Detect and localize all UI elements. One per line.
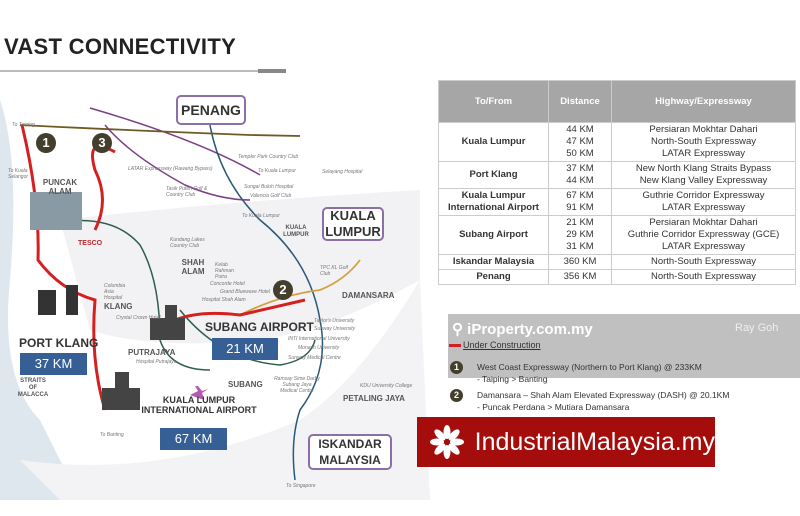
marker-3: 3	[92, 133, 112, 153]
watermark-agent: Ray Goh	[735, 322, 779, 334]
label-inti: INTI International University	[288, 336, 350, 342]
table-row	[439, 162, 796, 189]
flower-logo-icon	[427, 422, 465, 462]
header-highway: Highway/Expressway	[612, 81, 796, 123]
cell-destination-line: Penang	[476, 271, 511, 282]
cell-destination	[439, 270, 549, 285]
cell-highway-line: Guthrie Corridor Expressway	[642, 190, 765, 201]
legend-item-title: Damansara – Shah Alam Elevated Expressway (DASH) @ 20.1KM	[477, 390, 730, 400]
cell-distance-line: 356 KM	[563, 271, 597, 282]
table-row	[439, 255, 796, 270]
town-shah-alam: SHAH ALAM	[181, 258, 205, 276]
industrialmalaysia-banner	[417, 417, 715, 467]
town-klang: KLANG	[104, 302, 133, 311]
label-latar: LATAR Expressway (Rawang Bypass)	[128, 166, 213, 172]
label-hospital-putrajaya: Hospital Putrajaya	[136, 359, 177, 365]
watermark-iproperty	[452, 320, 593, 338]
legend-item-title: West Coast Expressway (Northern to Port Klang) @ 233KM	[477, 362, 702, 372]
watermark-site: iProperty.com.my	[467, 321, 593, 338]
city-box-iskandar: ISKANDAR MALAYSIA	[308, 434, 392, 470]
location-pin-icon: ⚲	[452, 321, 468, 338]
legend-item-2	[477, 389, 729, 413]
town-kuala-lumpur: KUALA LUMPUR	[283, 225, 309, 238]
label-straits: STRAITS OF MALACCA	[17, 378, 49, 398]
cell-distance-line: 360 KM	[563, 256, 597, 267]
port-icon	[38, 285, 78, 315]
label-sunway-uni: Sunway University	[314, 326, 356, 332]
cell-distance	[549, 123, 612, 162]
cell-highway-line: North-South Expressway	[650, 136, 757, 147]
site-photo	[30, 192, 82, 230]
legend-under-construction: Under Construction	[463, 340, 541, 350]
marker-2: 2	[273, 280, 293, 300]
legend-marker-2: 2	[450, 389, 463, 402]
town-putrajaya: PUTRAJAYA	[128, 348, 176, 357]
tesco-logo: TESCO	[78, 240, 103, 247]
cell-destination	[439, 189, 549, 216]
banner-text: IndustrialMalaysia.my	[474, 427, 715, 456]
cell-destination-line: Iskandar Malaysia	[452, 256, 535, 267]
label-monash: Monash University	[298, 345, 340, 351]
cell-distance-line: 67 KM	[566, 190, 594, 201]
distance-port-klang: 37 KM	[20, 353, 87, 375]
road-latar	[20, 125, 300, 136]
label-to-kl-2: To Kuala Lumpur	[242, 213, 280, 219]
label-subang-airport: SUBANG AIRPORT	[205, 320, 314, 334]
label-concorde: Concorde Hotel	[210, 281, 245, 287]
cell-destination	[439, 255, 549, 270]
cell-highway	[612, 189, 796, 216]
label-columbia: Columbia Asia Hospital	[104, 283, 126, 301]
distance-klia: 67 KM	[160, 428, 227, 450]
cell-distance-line: 50 KM	[566, 148, 594, 159]
town-damansara: DAMANSARA	[342, 291, 395, 300]
header-to-from: To/From	[439, 81, 549, 123]
table-row	[439, 189, 796, 216]
cell-highway-line: New North Klang Straits Bypass	[635, 163, 772, 174]
label-selayang: Selayang Hospital	[322, 169, 363, 175]
cell-destination	[439, 216, 549, 255]
cell-distance-line: 44 KM	[566, 124, 594, 135]
cell-highway-line: North-South Expressway	[650, 256, 757, 267]
legend-item-sub: - Puncak Perdana > Mutiara Damansara	[477, 402, 630, 412]
cell-highway-line: LATAR Expressway	[661, 148, 746, 159]
cell-destination-line: Subang Airport	[459, 229, 528, 240]
label-tpc: TPC KL Golf Club	[320, 265, 348, 277]
cell-highway-line: LATAR Expressway	[661, 241, 746, 252]
cell-destination-line: Kuala Lumpur	[461, 136, 526, 147]
city-box-penang: PENANG	[176, 95, 246, 125]
label-to-kuala-selangor: To Kuala Selangor	[8, 168, 29, 180]
cell-distance-line: 31 KM	[566, 241, 594, 252]
cell-distance	[549, 255, 612, 270]
cell-distance-line: 47 KM	[566, 136, 594, 147]
title-divider-accent	[258, 69, 286, 73]
label-grand-bluewave: Grand Bluewave Hotel	[220, 289, 271, 295]
cell-highway	[612, 123, 796, 162]
town-puncak-alam: PUNCAK ALAM	[42, 178, 78, 196]
cell-highway-line: Persiaran Mokhtar Dahari	[649, 124, 758, 135]
label-tasik-puteri: Tasik Puteri Golf & Country Club	[166, 186, 208, 198]
cell-distance-line: 37 KM	[566, 163, 594, 174]
label-klia: KUALA LUMPUR INTERNATIONAL AIRPORT	[141, 395, 257, 415]
cell-destination	[439, 123, 549, 162]
distance-subang: 21 KM	[212, 338, 278, 360]
label-sunway-medical: Sunway Medical Centre	[288, 355, 341, 361]
cell-distance	[549, 216, 612, 255]
cell-highway	[612, 162, 796, 189]
cell-highway-line: New Klang Valley Expressway	[639, 175, 768, 186]
cell-destination	[439, 162, 549, 189]
table-row	[439, 123, 796, 162]
table-row	[439, 270, 796, 285]
legend-item-sub: - Taiping > Banting	[477, 374, 548, 384]
label-to-taiping: To Taiping	[12, 122, 35, 128]
label-to-singapore: To Singapore	[286, 483, 316, 489]
cell-distance	[549, 270, 612, 285]
label-ramsay: Ramsay Sime Darby Subang Jaya Medical Centre	[274, 376, 320, 394]
cell-highway-line: LATAR Expressway	[661, 202, 746, 213]
label-templer: Templer Park Country Club	[238, 154, 299, 160]
title-divider	[0, 70, 258, 72]
cell-highway	[612, 270, 796, 285]
header-distance: Distance	[549, 81, 612, 123]
page-title: VAST CONNECTIVITY	[4, 34, 237, 59]
cell-distance	[549, 189, 612, 216]
town-petaling-jaya: PETALING JAYA	[343, 394, 405, 403]
label-sungai-buloh: Sungai Buloh Hospital	[244, 184, 294, 190]
under-construction-swatch	[449, 344, 461, 347]
cell-distance-line: 29 KM	[566, 229, 594, 240]
cell-distance	[549, 162, 612, 189]
cell-highway-line: Persiaran Mokhtar Dahari	[649, 217, 758, 228]
legend-item-1	[477, 361, 702, 385]
town-subang: SUBANG	[228, 380, 263, 389]
label-hospital-shah-alam: Hospital Shah Alam	[202, 297, 246, 303]
label-taylors: Taylor's University	[314, 318, 355, 324]
label-crystal-crown: Crystal Crown Hotel	[116, 315, 161, 321]
label-kelab-rahman: Kelab Rahman Putra	[215, 262, 234, 280]
cell-destination-line: Kuala Lumpur International Airport	[448, 190, 539, 213]
city-box-kuala-lumpur: KUALA LUMPUR	[322, 207, 384, 241]
cell-distance-line: 91 KM	[566, 202, 594, 213]
cell-destination-line: Port Klang	[469, 169, 518, 180]
cell-highway	[612, 255, 796, 270]
cell-highway-line: Guthrie Corridor Expressway (GCE)	[627, 229, 780, 240]
label-port-klang: PORT KLANG	[19, 336, 99, 350]
label-valencia: Valencia Golf Club	[250, 193, 292, 199]
label-to-banting: To Banting	[100, 432, 124, 438]
cell-distance-line: 21 KM	[566, 217, 594, 228]
marker-1: 1	[36, 133, 56, 153]
label-kundang: Kundang Lakes Country Club	[170, 237, 205, 249]
legend-marker-1: 1	[450, 361, 463, 374]
label-to-kl-1: To Kuala Lumpur	[258, 168, 296, 174]
label-kdu: KDU University College	[360, 383, 413, 389]
cell-highway	[612, 216, 796, 255]
distance-table	[438, 80, 796, 285]
cell-distance-line: 44 KM	[566, 175, 594, 186]
cell-highway-line: North-South Expressway	[650, 271, 757, 282]
table-row	[439, 216, 796, 255]
